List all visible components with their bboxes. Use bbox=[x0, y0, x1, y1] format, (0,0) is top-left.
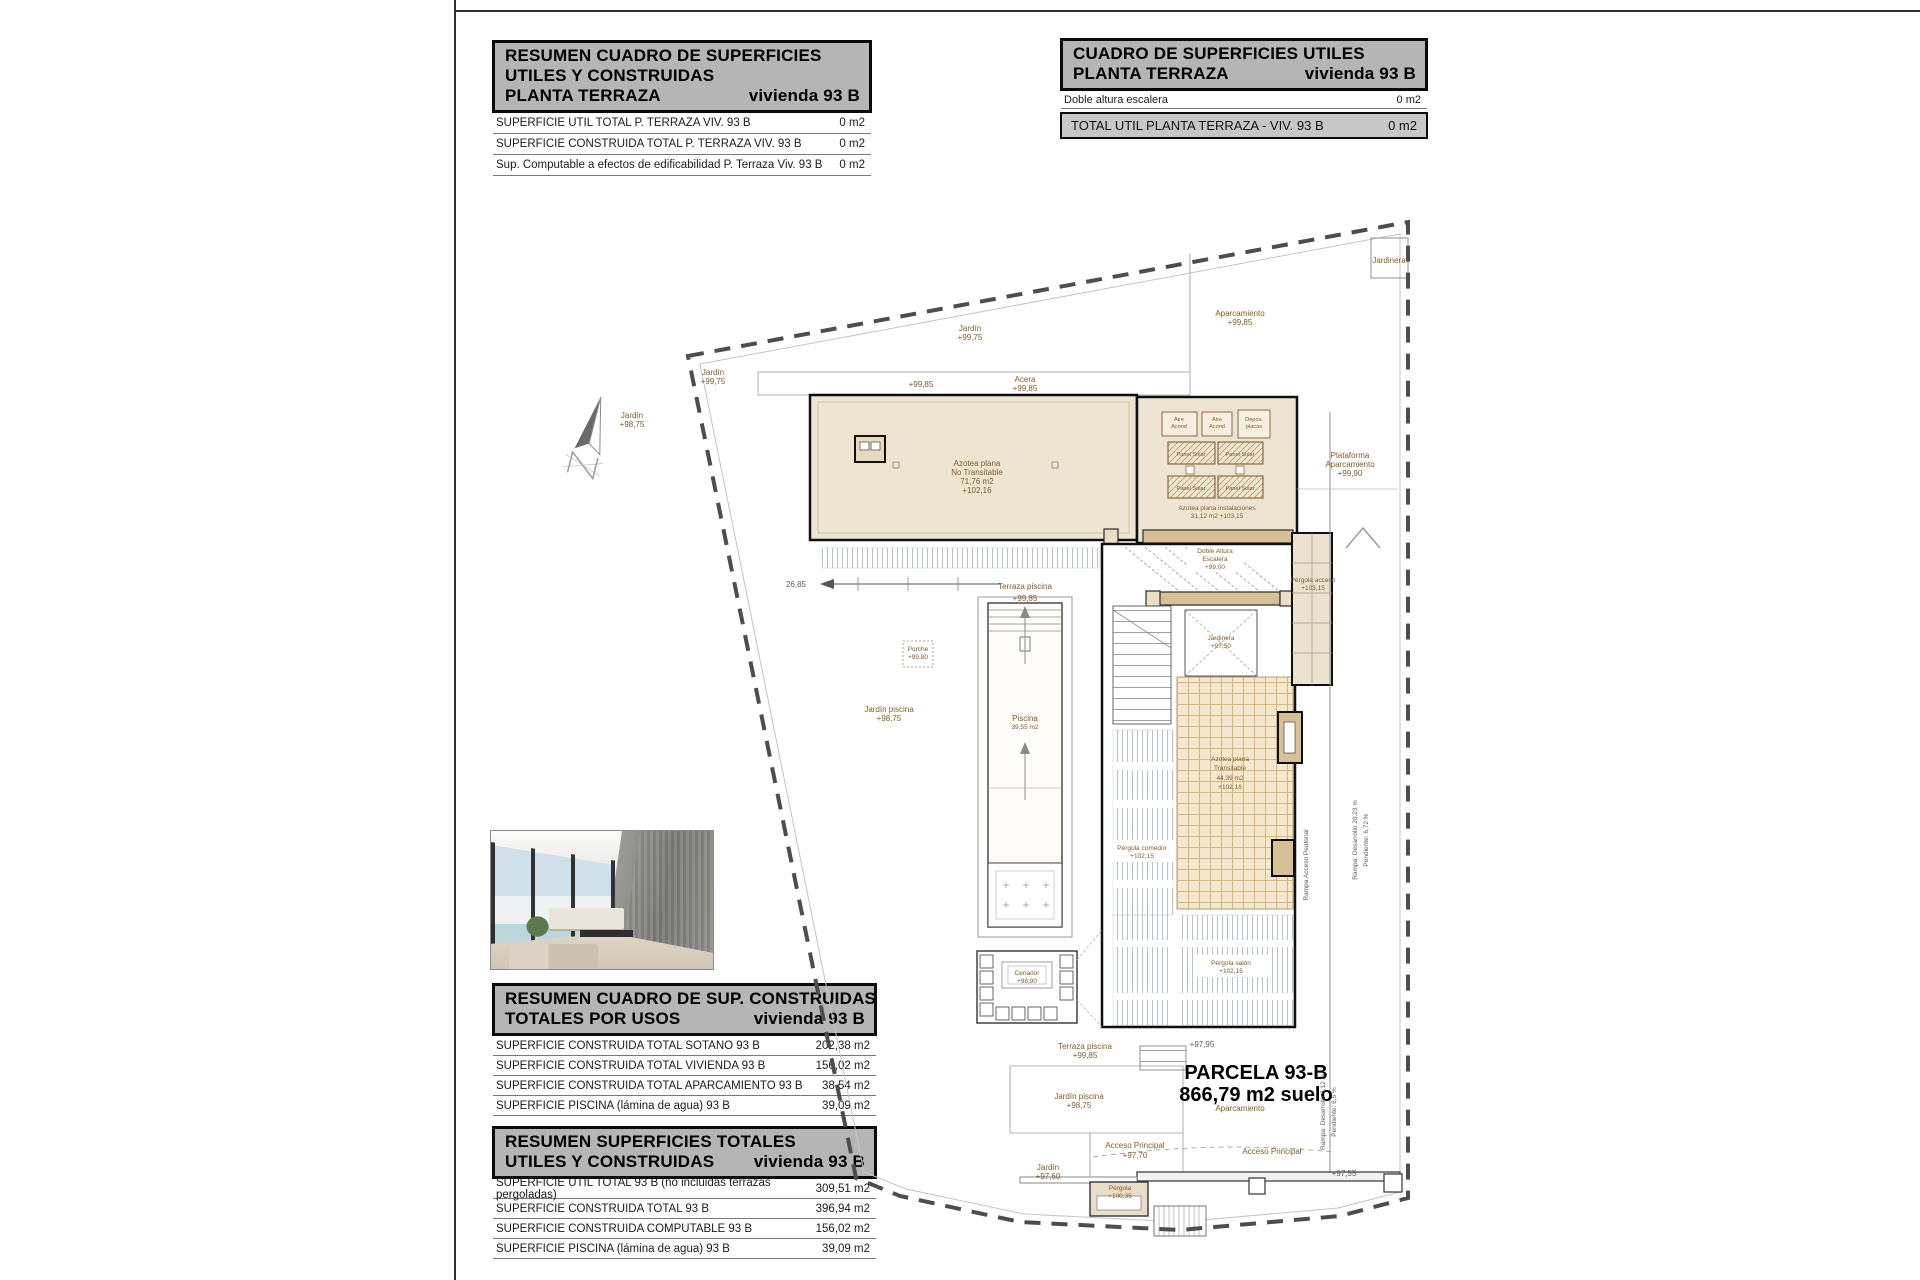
plan-label: +99,85 bbox=[1012, 594, 1038, 603]
header-line: UTILES Y CONSTRUIDAS bbox=[505, 66, 715, 85]
plan-label: Escalera bbox=[1202, 556, 1228, 563]
plan-label: +99,00 bbox=[1204, 564, 1226, 571]
plan-label: +98,75 bbox=[1066, 1101, 1092, 1110]
steps bbox=[1140, 1046, 1186, 1070]
plan-label: Depos. bbox=[1245, 417, 1263, 423]
plan-label: Azotea plana instalaciones bbox=[1178, 505, 1256, 512]
door-element bbox=[1272, 840, 1294, 876]
row-value: 0 m2 bbox=[1396, 93, 1421, 106]
roof-edge-beam bbox=[1143, 530, 1293, 543]
plan-label: +99,75 bbox=[957, 333, 983, 342]
plan-label: Azotea plana bbox=[1211, 756, 1249, 763]
ramp-lane bbox=[1297, 412, 1398, 1172]
plan-label: 39,55 m2 bbox=[1011, 724, 1039, 731]
plan-label: Pérgola salón bbox=[1211, 960, 1251, 967]
plan-label: Panel Solar bbox=[1176, 486, 1206, 492]
table-total-row bbox=[1060, 112, 1428, 139]
plan-label: Rampa Acceso Peatonal bbox=[1303, 829, 1310, 901]
plan-label: +102,15 bbox=[1130, 853, 1154, 860]
plan-label: Pendiente: 6,5 % bbox=[1331, 1087, 1338, 1137]
total-label: TOTAL UTIL PLANTA TERRAZA - VIV. 93 B bbox=[1071, 118, 1324, 133]
plan-label: Jardín piscina bbox=[864, 705, 914, 714]
plan-label: Pérgola comedor bbox=[1117, 845, 1167, 852]
plan-label: No Transitable bbox=[951, 468, 1003, 477]
header-line: PLANTA TERRAZA bbox=[505, 86, 661, 105]
plan-label: +99,85 bbox=[1072, 1051, 1098, 1060]
row-value: 309,51 m2 bbox=[815, 1182, 870, 1195]
lower-building bbox=[1102, 544, 1302, 1027]
plan-label: Plataforma bbox=[1330, 451, 1370, 460]
sheet-border-top bbox=[454, 10, 1920, 12]
row-value: 38,54 m2 bbox=[822, 1079, 870, 1092]
plan-label: Doble Altura bbox=[1197, 548, 1233, 555]
plan-label: +99,75 bbox=[700, 377, 726, 386]
header-vivienda: vivienda 93 B bbox=[1304, 64, 1416, 83]
plan-label: +97,70 bbox=[1122, 1151, 1148, 1160]
plan-label: 71,76 m2 bbox=[960, 477, 994, 486]
plan-label: Panel Solar bbox=[1176, 452, 1206, 458]
row-label: SUPERFICIE UTIL TOTAL 93 B (no incluidas terrazas pergoladas) bbox=[496, 1176, 771, 1201]
pergola-comedor-strip bbox=[1110, 730, 1174, 915]
total-value: 0 m2 bbox=[1388, 118, 1417, 133]
plan-label: Acceso Principal bbox=[1105, 1141, 1165, 1150]
table-row bbox=[493, 113, 871, 134]
cenador-gazebo bbox=[977, 930, 1102, 1027]
table-header bbox=[492, 40, 872, 113]
plan-label: +99,85 bbox=[1012, 384, 1038, 393]
plan-label: Acond bbox=[1171, 424, 1187, 430]
plan-label: +102,15 bbox=[1219, 968, 1243, 975]
plan-label: Acera bbox=[1014, 375, 1036, 384]
row-label: SUPERFICIE CONSTRUIDA TOTAL P. TERRAZA VIV. 93 B bbox=[496, 138, 802, 150]
plan-label: +97,95 bbox=[1189, 1040, 1215, 1049]
dimension-label: 26,85 bbox=[785, 580, 806, 589]
plan-label: +98,75 bbox=[619, 420, 645, 429]
jacuzzi bbox=[988, 863, 1062, 927]
plan-label: Pérgola acceso bbox=[1290, 577, 1336, 584]
row-value: 202,38 m2 bbox=[815, 1039, 870, 1052]
plan-label: Cenador bbox=[1014, 970, 1040, 977]
plan-label: Porche bbox=[907, 646, 929, 653]
plan-label: +102,16 bbox=[962, 486, 992, 495]
header-vivienda: vivienda 93 B bbox=[753, 1152, 865, 1171]
plan-label: Jardín bbox=[701, 368, 725, 377]
plan-label: Aparcamiento bbox=[1215, 309, 1265, 318]
plan-label: Pérgola bbox=[1108, 1185, 1132, 1192]
header-line: TOTALES POR USOS bbox=[505, 1009, 681, 1028]
plan-label: Terraza piscina bbox=[1058, 1042, 1112, 1051]
row-value: 0 m2 bbox=[839, 138, 865, 150]
plan-label: +97,55 bbox=[1331, 1169, 1357, 1178]
site-plan bbox=[552, 193, 1432, 1265]
plan-label: +98,90 bbox=[1016, 978, 1038, 985]
row-label: SUPERFICIE CONSTRUIDA TOTAL SOTANO 93 B bbox=[496, 1039, 760, 1052]
row-label: SUPERFICIE CONSTRUIDA TOTAL APARCAMIENTO 93 B bbox=[496, 1079, 803, 1092]
row-label: Doble altura escalera bbox=[1064, 93, 1168, 106]
row-value: 156,02 m2 bbox=[815, 1222, 870, 1235]
photo-plant bbox=[524, 914, 551, 939]
header-line: CUADRO DE SUPERFICIES UTILES bbox=[1073, 44, 1365, 63]
skylight bbox=[871, 442, 880, 450]
row-value: 156,02 m2 bbox=[815, 1059, 870, 1072]
row-label: Sup. Computable a efectos de edificabilidad P. Terraza Viv. 93 B bbox=[496, 159, 823, 171]
table-cuadro-utiles bbox=[1060, 38, 1428, 139]
header-vivienda: vivienda 93 B bbox=[748, 86, 860, 105]
plan-label: Piscina bbox=[1012, 714, 1038, 723]
north-arrow-icon bbox=[562, 392, 618, 480]
plan-label: Aire bbox=[1174, 417, 1184, 423]
plan-label: 31,12 m2 +103,15 bbox=[1190, 513, 1244, 520]
row-label: SUPERFICIE UTIL TOTAL P. TERRAZA VIV. 93 B bbox=[496, 117, 751, 129]
plan-label: +100,35 bbox=[1108, 1193, 1132, 1200]
skylight bbox=[860, 442, 869, 450]
plan-label: +97,50 bbox=[1210, 643, 1232, 650]
table-row bbox=[493, 155, 871, 176]
table-header bbox=[1060, 38, 1428, 91]
plan-label: Jardín bbox=[1036, 1163, 1060, 1172]
parcel-title: PARCELA 93-B bbox=[1184, 1062, 1328, 1084]
header-vivienda: vivienda 93 B bbox=[753, 1009, 865, 1028]
plan-label: Acceso Principal bbox=[1242, 1147, 1302, 1156]
row-value: 39,09 m2 bbox=[822, 1242, 870, 1255]
header-line: RESUMEN CUADRO DE SUPERFICIES bbox=[505, 46, 822, 65]
pool-zone bbox=[903, 597, 1072, 937]
entry-steps bbox=[1154, 1206, 1206, 1236]
header-line: PLANTA TERRAZA bbox=[1073, 64, 1229, 83]
table-resumen-terraza bbox=[492, 40, 872, 176]
row-value: 39,09 m2 bbox=[822, 1099, 870, 1112]
plan-label: +99,85 bbox=[908, 380, 934, 389]
sheet-border-left bbox=[454, 0, 456, 1280]
table-row bbox=[1061, 91, 1427, 109]
header-line: UTILES Y CONSTRUIDAS bbox=[505, 1152, 715, 1171]
plan-label: Rampa: Desarrollo 20,23 m bbox=[1352, 800, 1359, 880]
plan-label: Jardín bbox=[620, 411, 644, 420]
plan-label: Aire bbox=[1212, 417, 1222, 423]
pergola-acceso-block bbox=[1292, 533, 1332, 685]
header-line: RESUMEN CUADRO DE SUP. CONSTRUIDAS bbox=[505, 989, 877, 1008]
row-label: SUPERFICIE CONSTRUIDA COMPUTABLE 93 B bbox=[496, 1222, 753, 1235]
plan-label: Jardinera bbox=[1372, 256, 1406, 265]
row-value: 0 m2 bbox=[839, 117, 865, 129]
plan-label: Rampa: Desarrollo 6,12 m bbox=[1320, 1074, 1327, 1150]
plan-label: +98,75 bbox=[876, 714, 902, 723]
retaining-wall bbox=[1137, 1172, 1400, 1181]
plan-label: +103,15 bbox=[1301, 585, 1325, 592]
plan-label: Jardín bbox=[958, 324, 982, 333]
plan-label: Acond bbox=[1209, 424, 1225, 430]
row-value: 396,94 m2 bbox=[815, 1202, 870, 1215]
top-site-lines bbox=[758, 238, 1408, 395]
plan-label: Panel Solar bbox=[1225, 452, 1255, 458]
plan-label: Panel Solar bbox=[1225, 486, 1255, 492]
plan-label: +102,16 bbox=[1218, 784, 1242, 791]
parcel-area: 866,79 m2 suelo bbox=[1179, 1084, 1333, 1106]
row-value: 0 m2 bbox=[839, 159, 865, 171]
plan-label: Transitable bbox=[1214, 765, 1246, 772]
plan-label: +99,85 bbox=[1227, 318, 1253, 327]
plan-label: Terraza piscina bbox=[998, 582, 1052, 591]
plan-label: +97,60 bbox=[1035, 1172, 1061, 1181]
plan-label: placas bbox=[1245, 424, 1263, 430]
stair-column bbox=[1113, 606, 1171, 724]
plan-label: Aparcamiento bbox=[1325, 460, 1375, 469]
plan-label: 44,39 m2 bbox=[1216, 775, 1244, 782]
table-row bbox=[493, 134, 871, 155]
row-label: SUPERFICIE PISCINA (lámina de agua) 93 B bbox=[496, 1242, 730, 1255]
plan-label: Jardinera bbox=[1207, 635, 1235, 642]
pergola-salon-strip bbox=[1113, 915, 1293, 1025]
plan-label: +99,90 bbox=[1337, 469, 1363, 478]
row-label: SUPERFICIE CONSTRUIDA TOTAL 93 B bbox=[496, 1202, 710, 1215]
plan-label: Azotea plana bbox=[953, 459, 1001, 468]
pergola-strip-top bbox=[820, 548, 1100, 591]
row-label: SUPERFICIE PISCINA (lámina de agua) 93 B bbox=[496, 1099, 730, 1112]
plan-label: Pendiente: 6,72 % bbox=[1363, 813, 1370, 867]
row-label: SUPERFICIE CONSTRUIDA TOTAL VIVIENDA 93 B bbox=[496, 1059, 766, 1072]
plan-label: +99,80 bbox=[907, 654, 929, 661]
header-line: RESUMEN SUPERFICIES TOTALES bbox=[505, 1132, 796, 1151]
plan-label: Jardín piscina bbox=[1054, 1092, 1104, 1101]
plan-label: Aparcamiento bbox=[1215, 1104, 1265, 1113]
